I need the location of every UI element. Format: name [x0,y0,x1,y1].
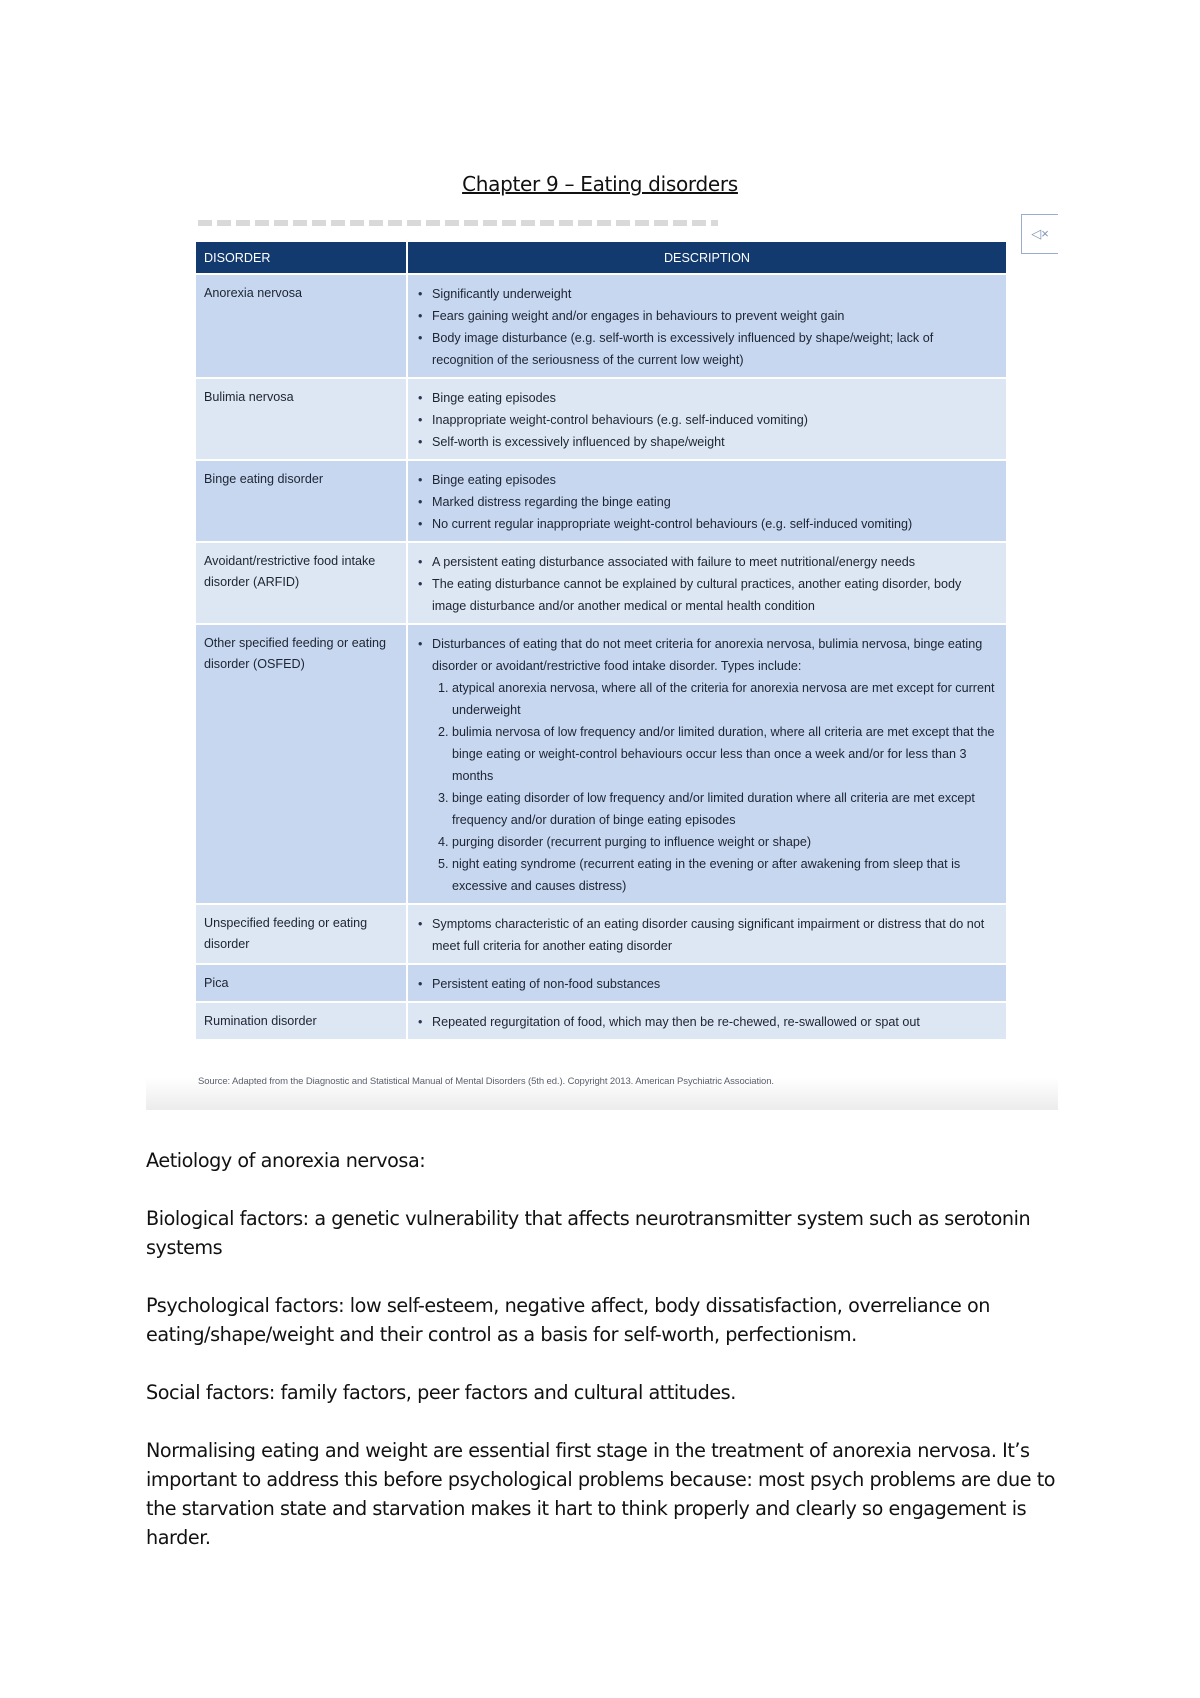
paragraph: Aetiology of anorexia nervosa: [146,1149,426,1172]
table-row [196,904,1006,964]
list-item: • A persistent eating disturbance associated with failure to meet nutritional/energy needs [432,551,998,573]
list-item: • Fears gaining weight and/or engages in behaviours to prevent weight gain [432,305,998,327]
disorder-name: Binge eating disorder [196,460,407,542]
faded-caption [198,220,718,226]
list-item: • No current regular inappropriate weight-control behaviours (e.g. self-induced vomiting) [432,513,998,535]
list-item: 1. atypical anorexia nervosa, where all of the criteria for anorexia nervosa are met except for current underweight [452,677,998,721]
disorder-name: Anorexia nervosa [196,274,407,378]
disorder-name: Bulimia nervosa [196,378,407,460]
paragraph: Psychological factors: low self-esteem, negative affect, body dissatisfaction, overreliance on eating/shape/weight and their control as a basis for self-worth, perfectionism. [146,1294,990,1346]
paragraph: Social factors: family factors, peer factors and cultural attitudes. [146,1381,736,1404]
disorder-description [407,1002,1006,1039]
disorder-description [407,274,1006,378]
list-item [432,633,998,897]
list-item: • Symptoms characteristic of an eating disorder causing significant impairment or distress that do not meet full criteria for another eating disorder [432,913,998,957]
table-row [196,624,1006,904]
disorder-name: Rumination disorder [196,1002,407,1039]
treatment-paragraph [146,1436,1066,1552]
disorder-description [407,378,1006,460]
disorder-name: Unspecified feeding or eating disorder [196,904,407,964]
speaker-muted-icon[interactable]: ◁× [1021,214,1058,254]
list-item: 3. binge eating disorder of low frequency and/or limited duration where all criteria are met except frequency and/or duration of binge eating episodes [452,787,998,831]
column-header-description: DESCRIPTION [407,242,1006,274]
eating-disorders-table [196,242,1006,1039]
disorder-description [407,542,1006,624]
list-item: 4. purging disorder (recurrent purging to influence weight or shape) [452,831,998,853]
table-row [196,460,1006,542]
aetiology-heading [146,1146,1066,1175]
list-item: • Self-worth is excessively influenced by shape/weight [432,431,998,453]
column-header-disorder: DISORDER [196,242,407,274]
disorder-description [407,624,1006,904]
list-item: 2. bulimia nervosa of low frequency and/or limited duration, where all criteria are met except that the binge eating or weight-control behaviours occur less than once a week and/or for less than 3 months [452,721,998,787]
biological-factors [146,1204,1066,1262]
table-figure [146,218,1058,1110]
disorder-description [407,904,1006,964]
disorder-description [407,964,1006,1002]
disorder-description [407,460,1006,542]
table-row [196,542,1006,624]
list-item: • Repeated regurgitation of food, which may then be re-chewed, re-swallowed or spat out [432,1011,998,1033]
table-row [196,274,1006,378]
page-title: Chapter 9 – Eating disorders [462,172,738,196]
psychological-factors [146,1291,1066,1349]
list-item: • The eating disturbance cannot be explained by cultural practices, another eating disorder, body image disturbance and/or another medical or mental health condition [432,573,998,617]
paragraph: Biological factors: a genetic vulnerability that affects neurotransmitter system such as serotonin systems [146,1207,1031,1259]
list-item: • Body image disturbance (e.g. self-worth is excessively influenced by shape/weight; lack of recognition of the seriousness of the current low weight) [432,327,998,371]
list-item: • Significantly underweight [432,283,998,305]
list-item: • Binge eating episodes [432,387,998,409]
table-row [196,1002,1006,1039]
disorder-name: Pica [196,964,407,1002]
table-source-note: Source: Adapted from the Diagnostic and Statistical Manual of Mental Disorders (5th ed.). Copyright 2013. American Psychiatric Association. [198,1076,774,1087]
list-item: • Marked distress regarding the binge eating [432,491,998,513]
table-row [196,964,1006,1002]
list-item: • Binge eating episodes [432,469,998,491]
list-item-text: Disturbances of eating that do not meet criteria for anorexia nervosa, bulimia nervosa, binge eating disorder or avoidant/restrictive food intake disorder. Types include: [432,637,983,673]
paragraph: Normalising eating and weight are essential first stage in the treatment of anorexia nervosa. It’s important to address this before psychological problems because: most psych problems are due to the starvation state and starvation makes it hart to think properly and clearly so engagement is harder. [146,1439,1056,1549]
list-item: • Inappropriate weight-control behaviours (e.g. self-induced vomiting) [432,409,998,431]
disorder-name: Other specified feeding or eating disorder (OSFED) [196,624,407,904]
social-factors [146,1378,1066,1407]
list-item: 5. night eating syndrome (recurrent eating in the evening or after awakening from sleep that is excessive and causes distress) [452,853,998,897]
osfed-types-list [432,677,998,897]
table-row [196,378,1006,460]
list-item: • Persistent eating of non-food substances [432,973,998,995]
disorder-name: Avoidant/restrictive food intake disorder (ARFID) [196,542,407,624]
